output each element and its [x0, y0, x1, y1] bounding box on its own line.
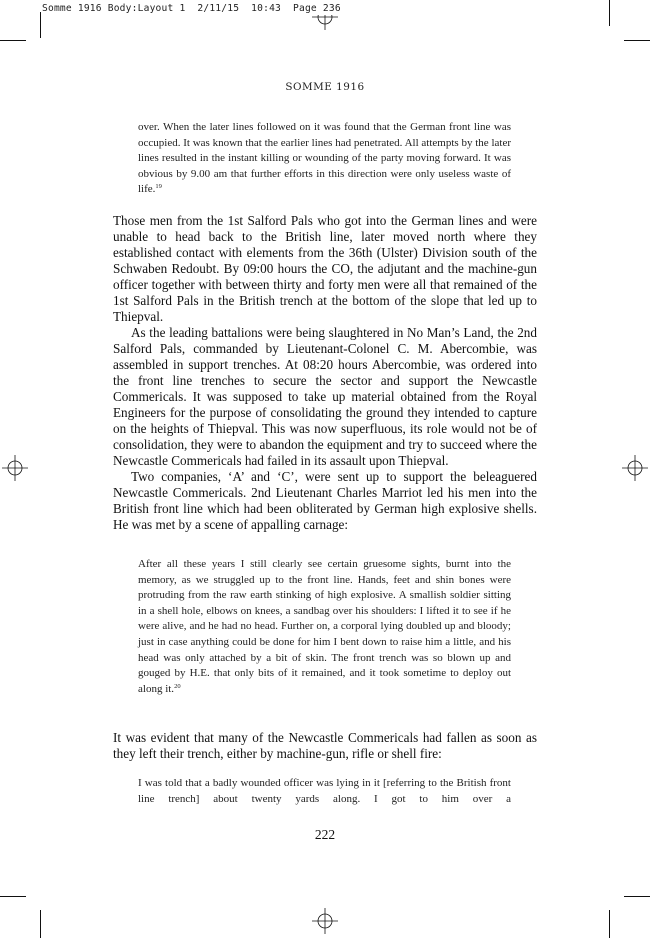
- registration-mark-left: [2, 455, 28, 481]
- body-section-1: [113, 213, 537, 533]
- block-quote-3: [138, 776, 511, 807]
- crop-mark: [0, 896, 26, 897]
- block-quote-1: [138, 120, 511, 198]
- body-section-2: [113, 730, 537, 762]
- registration-mark-right: [622, 455, 648, 481]
- crop-mark: [624, 40, 650, 41]
- printer-slug-line: Somme 1916 Body:Layout 1 2/11/15 10:43 Page 236: [42, 3, 341, 14]
- paragraph: It was evident that many of the Newcastle Commericals had fallen as soon as they left their trench, either by machine-gun, rifle or shell fire:: [113, 730, 537, 761]
- paragraph: Those men from the 1st Salford Pals who got into the German lines and were unable to head back to the British line, later moved north where they established contact with elements from the 36th (Ulster) Division south of the Schwaben Redoubt. By 09:00 hours the CO, the adjutant and the machine-gun officer together with between thirty and forty men were all that remained of the 1st Salford Pals in the British trench at the bottom of the slope that led up to Thiepval.: [113, 213, 537, 324]
- block-quote-2: [138, 557, 511, 697]
- crop-mark: [0, 40, 26, 41]
- page-number: 222: [314, 827, 336, 842]
- crop-mark: [40, 12, 41, 38]
- running-head: SOMME 1916: [285, 81, 365, 93]
- footnote-ref: 19: [155, 183, 162, 191]
- crop-mark: [609, 910, 610, 938]
- footnote-ref: 20: [174, 682, 181, 690]
- paragraph: As the leading battalions were being slaughtered in No Man’s Land, the 2nd Salford Pals, commanded by Lieutenant-Colonel C. M. Abercombie, was assembled in support trenches. At 08:20 hours Abercombie, was ordered into the front line trenches to secure the sector and support the Newcastle Commericals. It was supposed to take up material obtained from the Royal Engineers for the purpose of consolidating the ground they intended to capture on the heights of Thiepval. This was now superfluous, its role would not be of consolidation, they were to abandon the equipment and try to succeed where the Newcastle Commericals had failed in its assault upon Thiepval.: [113, 325, 537, 468]
- quote-text: I was told that a badly wounded officer was lying in it [referring to the British front line trench] about twenty yards along. I got to him over a: [138, 777, 511, 805]
- quote-text: over. When the later lines followed on it was found that the German front line was occupied. It was known that the earlier lines had penetrated. All attempts by the later lines resulted in the instant killing or wounding of the party moving forward. It was obvious by 9.00 am that further efforts in this direction were only useless waste of life.: [138, 121, 511, 196]
- registration-mark-bottom: [312, 908, 338, 934]
- quote-text: After all these years I still clearly see certain gruesome sights, burnt into the memory, as we struggled up to the front line. Hands, feet and shin bones were protruding from the raw earth stinking of high explosive. A smallish soldier sitting in a shell hole, elbows on knees, a sandbag over his shoulders: I lifted it to see if he were alive, and he had no head. Further on, a corporal lying doubled up and bloody; just in case anything could be done for him I bent down to raise him a little, and his head was only attached by a bit of skin. The front trench was so blown up and gouged by H.E. that only bits of it remained, and it took sometime to deploy out along it.: [138, 558, 511, 695]
- crop-mark: [624, 896, 650, 897]
- paragraph: Two companies, ‘A’ and ‘C’, were sent up to support the beleaguered Newcastle Commericals. 2nd Lieutenant Charles Marriot led his men into the British front line which had been obliterated by German high explosive shells. He was met by a scene of appalling carnage:: [113, 469, 537, 532]
- crop-mark: [609, 0, 610, 26]
- crop-mark: [40, 910, 41, 938]
